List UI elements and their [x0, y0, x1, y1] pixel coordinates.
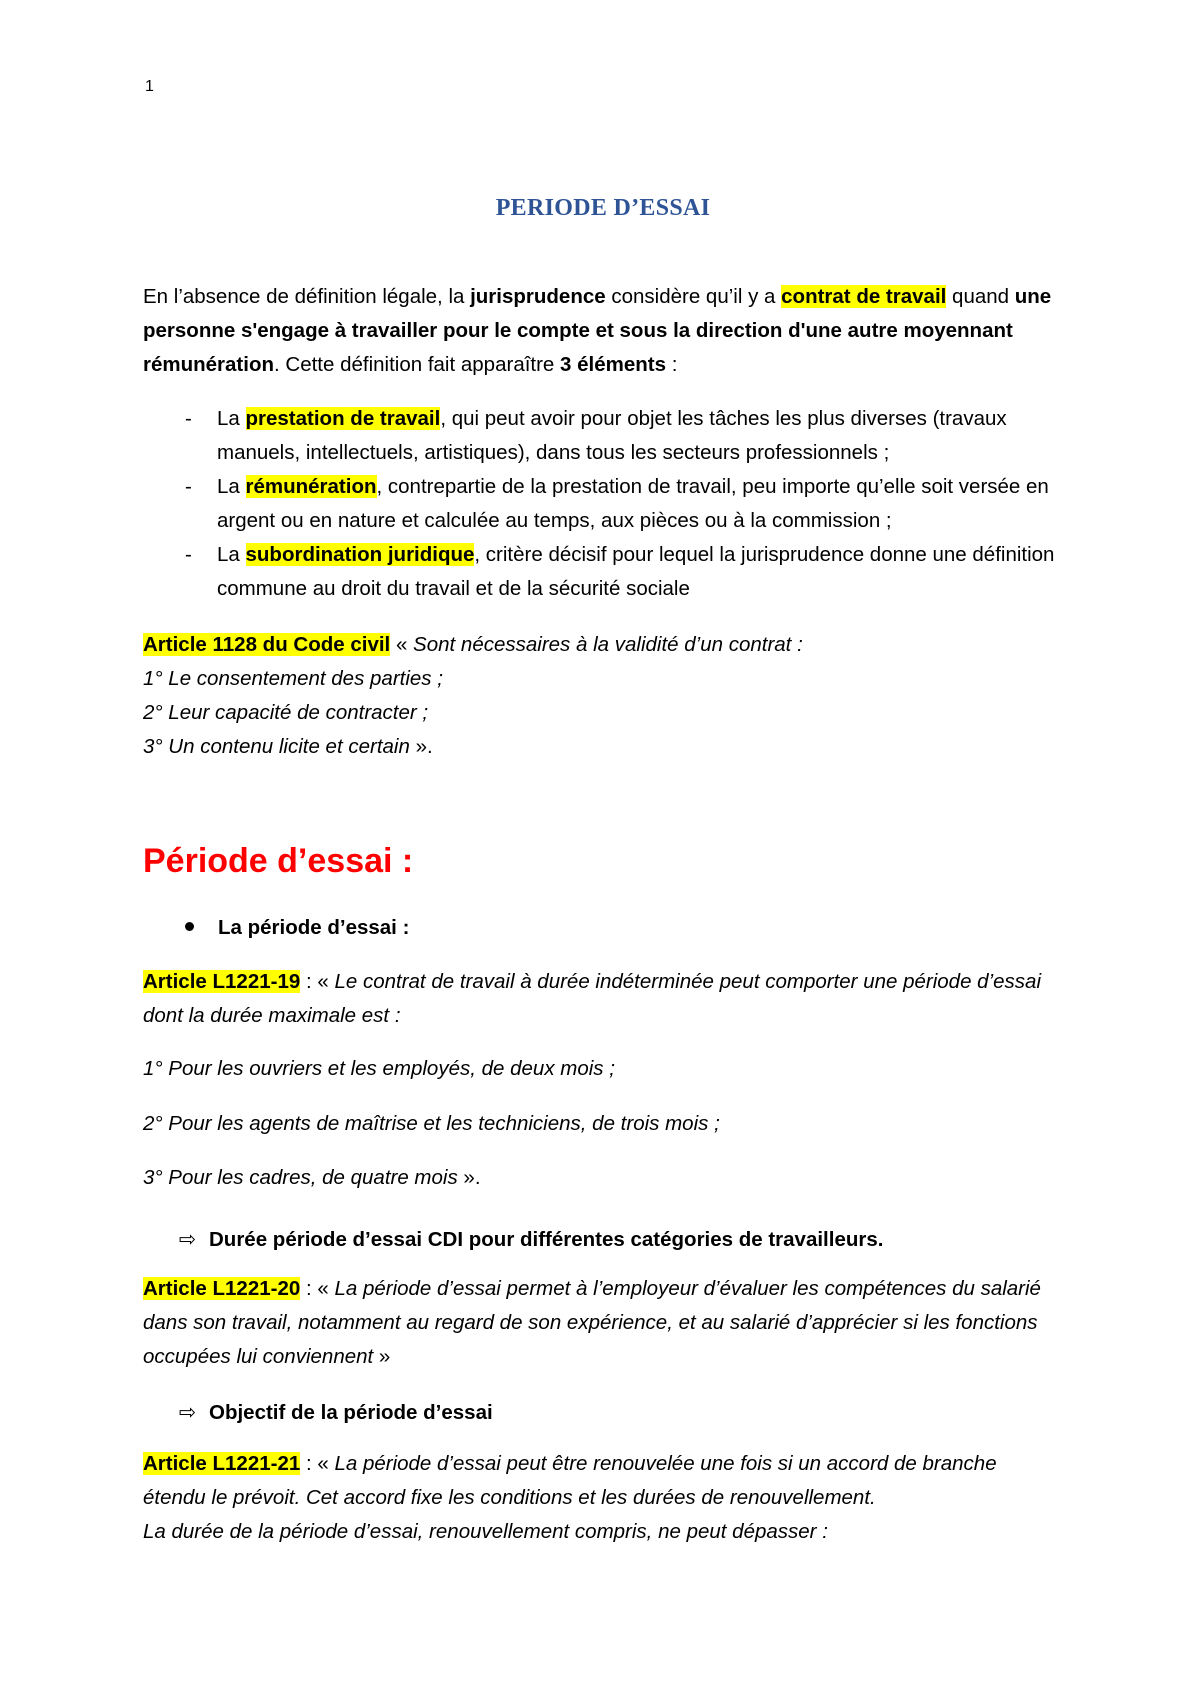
article-1128-block	[143, 628, 1063, 764]
article-l1221-21	[143, 1447, 1063, 1549]
page-number: 1	[145, 78, 154, 95]
article-reference: Article L1221-21	[143, 1452, 301, 1475]
list-item-text: , critère décisif pour lequel la jurisprudence donne une définition commune au droit du travail et de la sécurité sociale	[217, 543, 1055, 600]
intro-text: quand	[946, 285, 1015, 308]
arrow-right-icon: ⇨	[179, 1401, 197, 1424]
document-title: PERIODE D’ESSAI	[495, 195, 711, 221]
quote-open: : «	[300, 970, 335, 993]
dash-bullet: -	[185, 543, 192, 566]
bullet-item	[185, 916, 409, 940]
quote-close: ».	[409, 735, 433, 758]
article-text-line	[143, 1161, 1063, 1195]
article-text: 3° Un contenu licite et certain	[143, 735, 410, 758]
quote-open: «	[390, 633, 414, 656]
article-text: La durée de la période d’essai, renouvellement compris, ne peut dépasser :	[143, 1520, 828, 1543]
article-text: 1° Pour les ouvriers et les employés, de deux mois ;	[143, 1057, 615, 1080]
intro-bold-elements: 3 éléments	[560, 353, 667, 376]
article-text: 2° Pour les agents de maîtrise et les techniciens, de trois mois ;	[143, 1112, 720, 1135]
article-text: Le contrat de travail à durée indéterminée peut comporter une période d’essai dont la durée maximale est :	[143, 970, 1041, 1027]
arrow-note-text: Durée période d’essai CDI pour différentes catégories de travailleurs.	[209, 1228, 884, 1251]
bullet-text: La période d’essai :	[218, 916, 410, 939]
list-item	[143, 402, 1063, 470]
arrow-note	[179, 1400, 493, 1425]
highlight-remuneration: rémunération	[245, 475, 377, 498]
article-text: La période d’essai peut être renouvelée une fois si un accord de branche étendu le prévoit. Cet accord fixe les conditions et les durées de renouvellement.	[143, 1452, 997, 1509]
intro-text: considère qu’il y a	[605, 285, 782, 308]
article-1128-line	[143, 730, 1063, 764]
intro-text: . Cette définition fait apparaître	[274, 353, 561, 376]
quote-open: : «	[300, 1277, 335, 1300]
article-reference: Article L1221-19	[143, 970, 301, 993]
highlight-contrat-de-travail: contrat de travail	[781, 285, 947, 308]
article-reference: Article 1128 du Code civil	[143, 633, 391, 656]
bullet-dot-icon	[185, 922, 194, 931]
quote-open: : «	[300, 1452, 335, 1475]
list-item	[143, 538, 1063, 606]
intro-text: :	[666, 353, 678, 376]
highlight-prestation: prestation de travail	[245, 407, 441, 430]
highlight-subordination: subordination juridique	[245, 543, 475, 566]
intro-paragraph	[143, 280, 1063, 382]
elements-list	[143, 402, 1063, 606]
quote-close: ».	[457, 1166, 481, 1189]
quote-close: »	[373, 1345, 391, 1368]
arrow-note	[179, 1227, 883, 1252]
intro-bold-jurisprudence: jurisprudence	[470, 285, 606, 308]
article-l1221-19	[143, 965, 1063, 1033]
article-l1221-20	[143, 1272, 1063, 1374]
list-item-text: La	[217, 543, 246, 566]
list-item-text: , contrepartie de la prestation de travail, peu importe qu’elle soit versée en argent ou en nature et calculée au temps, aux pièces ou à la commission ;	[217, 475, 1049, 532]
list-item	[143, 470, 1063, 538]
article-reference: Article L1221-20	[143, 1277, 301, 1300]
article-text: 1° Le consentement des parties ;	[143, 667, 443, 690]
arrow-right-icon: ⇨	[179, 1228, 197, 1251]
list-item-text: La	[217, 407, 246, 430]
article-text: 2° Leur capacité de contracter ;	[143, 701, 429, 724]
article-text: 3° Pour les cadres, de quatre mois	[143, 1166, 458, 1189]
intro-bold-definition: une personne s'engage à travailler pour le compte et sous la direction d'une autre moyennant rémunération	[143, 285, 1052, 376]
dash-bullet: -	[185, 475, 192, 498]
intro-text: En l’absence de définition légale, la	[143, 285, 471, 308]
article-1128-line	[143, 628, 1063, 662]
article-text: La période d’essai permet à l’employeur d’évaluer les compétences du salarié dans son travail, notamment au regard de son expérience, et au salarié d’apprécier si les fonctions occupées lui conviennent	[143, 1277, 1041, 1368]
section-heading: Période d’essai :	[143, 842, 414, 880]
list-item-text: , qui peut avoir pour objet les tâches les plus diverses (travaux manuels, intellectuels, artistiques), dans tous les secteurs professionnels ;	[217, 407, 1007, 464]
arrow-note-text: Objectif de la période d’essai	[209, 1401, 493, 1424]
list-item-text: La	[217, 475, 246, 498]
article-text: Sont nécessaires à la validité d’un contrat :	[413, 633, 803, 656]
dash-bullet: -	[185, 407, 192, 430]
